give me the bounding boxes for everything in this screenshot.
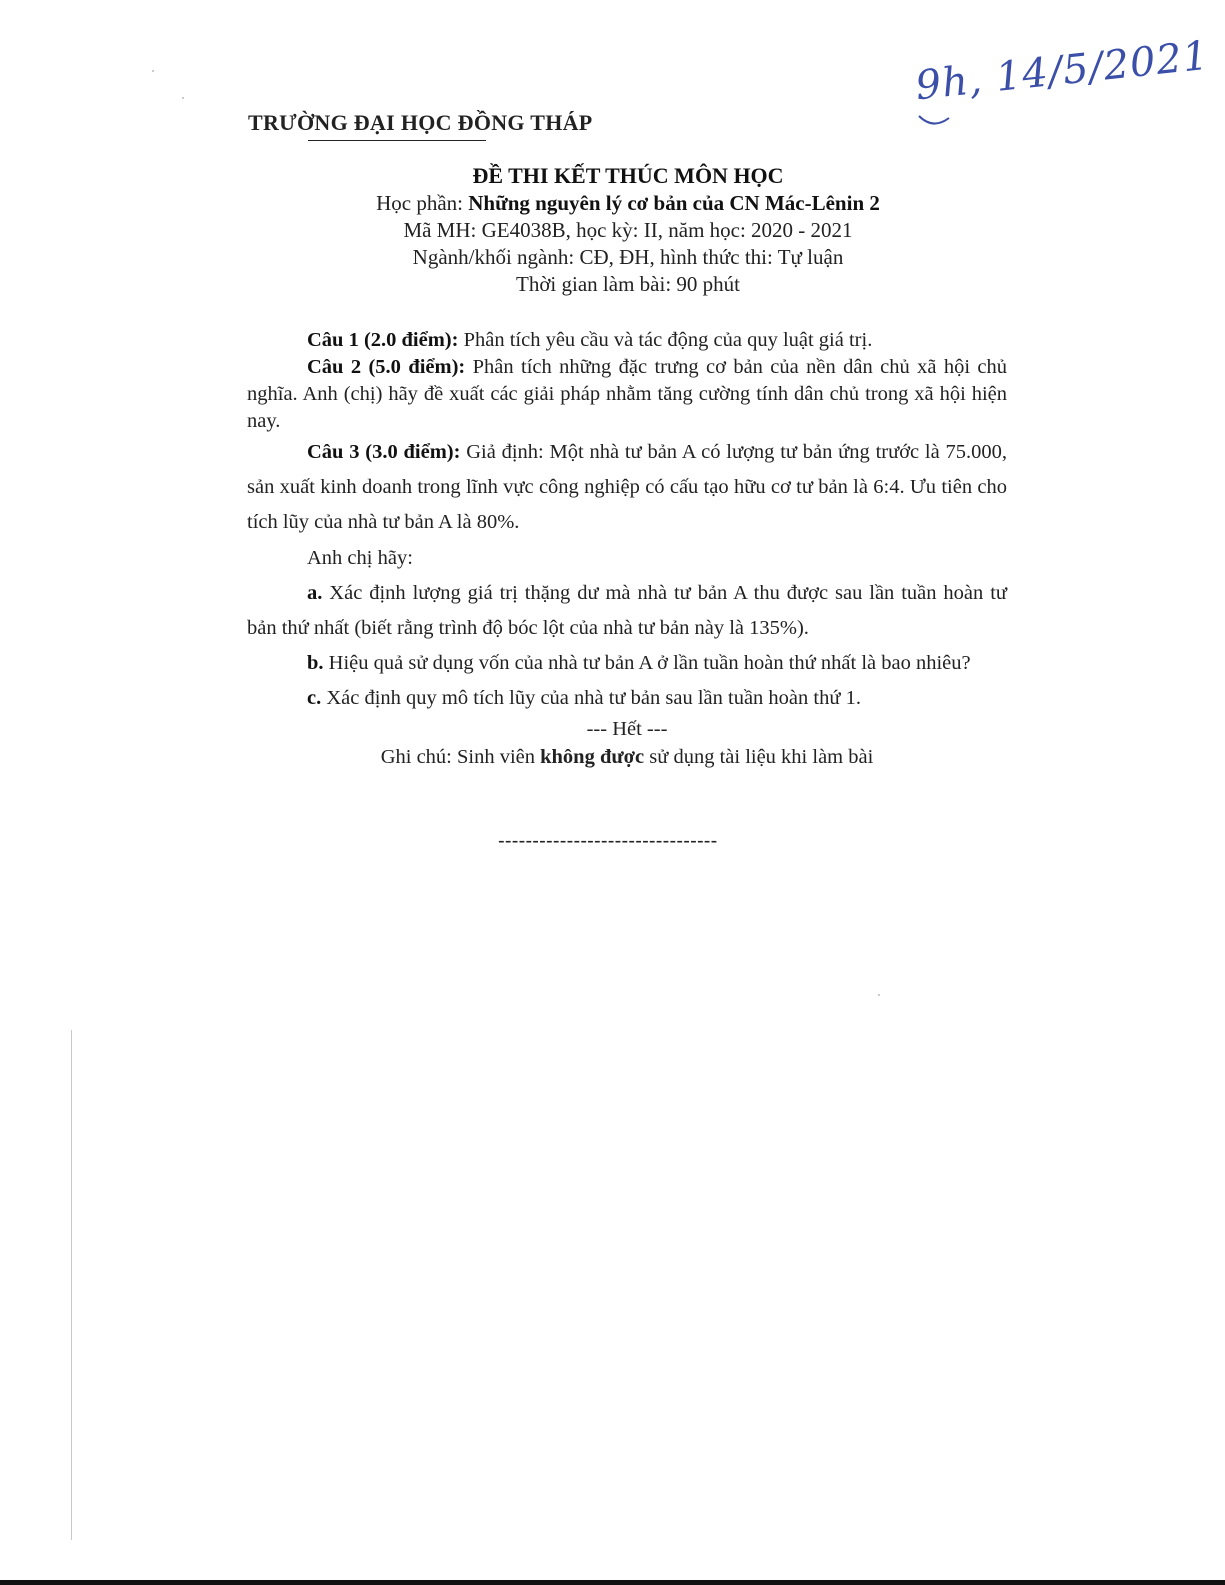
course-name: Những nguyên lý cơ bản của CN Mác-Lênin 2	[468, 191, 880, 215]
separator-line: --------------------------------	[498, 830, 718, 852]
question-text: Phân tích những đặc trưng cơ bản của nền dân chủ xã hội chủ nghĩa. Anh (chị) hãy đề xuất các giải pháp nhằm tăng cường tính dân chủ trong xã hội hiện nay.	[247, 356, 1007, 432]
scan-speck	[152, 70, 154, 72]
exam-body	[247, 327, 1007, 772]
course-label: Học phần:	[376, 191, 464, 215]
school-underline	[308, 140, 486, 141]
question-label: Câu 1 (2.0 điểm):	[307, 329, 459, 351]
end-marker: --- Hết ---	[586, 718, 668, 740]
school-name: TRƯỜNG ĐẠI HỌC ĐỒNG THÁP	[248, 110, 593, 135]
course-code-line: Mã MH: GE4038B, học kỳ: II, năm học: 2020 - 2021	[403, 218, 853, 242]
exam-note	[247, 742, 1007, 772]
question-prompt: Anh chị hãy:	[307, 547, 413, 569]
scan-edge-line	[71, 1030, 72, 1540]
subquestion-a	[247, 576, 1007, 646]
exam-header	[248, 162, 1008, 298]
note-bold: không được	[540, 746, 645, 768]
duration-line: Thời gian làm bài: 90 phút	[516, 272, 740, 296]
handwritten-date	[913, 32, 1212, 128]
question-label: Câu 2 (5.0 điểm):	[307, 356, 466, 378]
handwritten-date-text: 9h, 14/5/2021	[913, 32, 1212, 110]
subquestion-text: Xác định quy mô tích lũy của nhà tư bản sau lần tuần hoàn thứ 1.	[321, 687, 861, 709]
question-1	[247, 327, 1007, 354]
note-after: sử dụng tài liệu khi làm bài	[644, 746, 874, 768]
question-text: Phân tích yêu cầu và tác động của quy luật giá trị.	[458, 329, 873, 351]
subquestion-label: a.	[307, 582, 323, 604]
question-text: Giả định: Một nhà tư bản A có lượng tư bản ứng trước là 75.000, sản xuất kinh doanh trong lĩnh vực công nghiệp có cấu tạo hữu cơ tư bản là 6:4. Ưu tiên cho tích lũy của nhà tư bản A là 80%.	[247, 441, 1007, 533]
major-line: Ngành/khối ngành: CĐ, ĐH, hình thức thi: Tự luận	[412, 245, 844, 269]
scan-speck	[182, 97, 184, 99]
course-line	[248, 190, 1008, 217]
subquestion-b	[247, 646, 1007, 681]
subquestion-text: Hiệu quả sử dụng vốn của nhà tư bản A ở lần tuần hoàn thứ nhất là bao nhiêu?	[323, 652, 971, 674]
subquestion-label: c.	[307, 687, 322, 709]
subquestion-text: Xác định lượng giá trị thặng dư mà nhà tư bản A thu được sau lần tuần hoàn tư bản thứ nhất (biết rằng trình độ bóc lột của nhà tư bản này là 135%).	[247, 582, 1007, 639]
handwriting-stroke	[915, 48, 1145, 138]
note-before: Ghi chú: Sinh viên	[380, 746, 541, 768]
scan-bottom-edge	[0, 1580, 1225, 1585]
scan-speck	[878, 994, 880, 996]
question-3	[247, 435, 1007, 540]
exam-title: ĐỀ THI KẾT THÚC MÔN HỌC	[472, 163, 784, 188]
question-label: Câu 3 (3.0 điểm):	[307, 441, 461, 463]
subquestion-label: b.	[307, 652, 324, 674]
question-2	[247, 354, 1007, 435]
subquestion-c	[247, 681, 1007, 716]
